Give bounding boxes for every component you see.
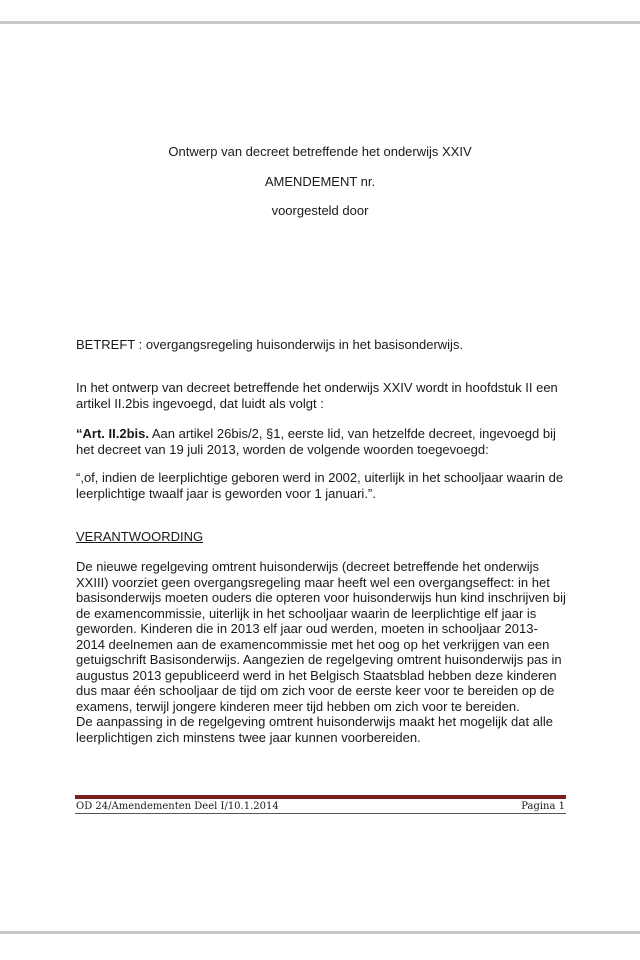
intro-paragraph: In het ontwerp van decreet betreffende het onderwijs XXIV wordt in hoofdstuk II een artikel II.2bis ingevoegd, dat luidt als volgt :: [76, 380, 558, 411]
footer-rule: [75, 795, 566, 799]
justification-heading: VERANTWOORDING: [76, 529, 204, 544]
document-title: Ontwerp van decreet betreffende het onderwijs XXIV: [168, 144, 472, 159]
footer-page-number: Pagina 1: [521, 801, 565, 812]
footer-document-ref: OD 24/Amendementen Deel I/10.1.2014: [76, 801, 279, 812]
subject-line: BETREFT : overgangsregeling huisonderwijs in het basisonderwijs.: [76, 337, 464, 352]
justification-paragraph-2: De aanpassing in de regelgeving omtrent huisonderwijs maakt het mogelijk dat alle leerplichtigen zich minstens twee jaar kunnen voorbereiden.: [76, 714, 553, 745]
page-top-edge: [0, 21, 640, 24]
amendement-number: AMENDEMENT nr.: [264, 174, 376, 189]
proposed-by: voorgesteld door: [271, 203, 369, 218]
footer-underline: [75, 813, 566, 814]
article-text: Aan artikel 26bis/2, §1, eerste lid, van hetzelfde decreet, ingevoegd bij het decreet van 19 juli 2013, worden de volgende woorden toegevoegd:: [76, 426, 556, 457]
article-paragraph: [76, 426, 566, 457]
justification-body: [76, 559, 566, 745]
article-label: “Art. II.2bis.: [76, 426, 149, 441]
quoted-text: “,of, indien de leerplichtige geboren werd in 2002, uiterlijk in het schooljaar waarin de leerplichtige twaalf jaar is geworden voor 1 januari.”.: [76, 470, 564, 501]
page-bottom-edge: [0, 931, 640, 934]
justification-paragraph-1: De nieuwe regelgeving omtrent huisonderwijs (decreet betreffende het onderwijs XXIII) voorziet geen overgangsregeling maar heeft wel een overgangseffect: in het basisonderwijs moeten ouders die opteren voor huisonderwijs hun kind inschrijven bij de examencommissie, uiterlijk in het schooljaar waarin de leerplichtige elf jaar is geworden. Kinderen die in 2013 elf jaar oud werden, moeten in schooljaar 2013-2014 deelnemen aan de examencommissie met het oog op het verkrijgen van een getuigschrift Basisonderwijs. Aangezien de regelgeving omtrent huisonderwijs pas in augustus 2013 gepubliceerd werd in het Belgisch Staatsblad hebben deze kinderen dus maar één schooljaar de tijd om zich voor de eerste keer voor te bereiden op de examens, terwijl jongere kinderen meer tijd hebben om zich voor te bereiden.: [76, 559, 566, 714]
